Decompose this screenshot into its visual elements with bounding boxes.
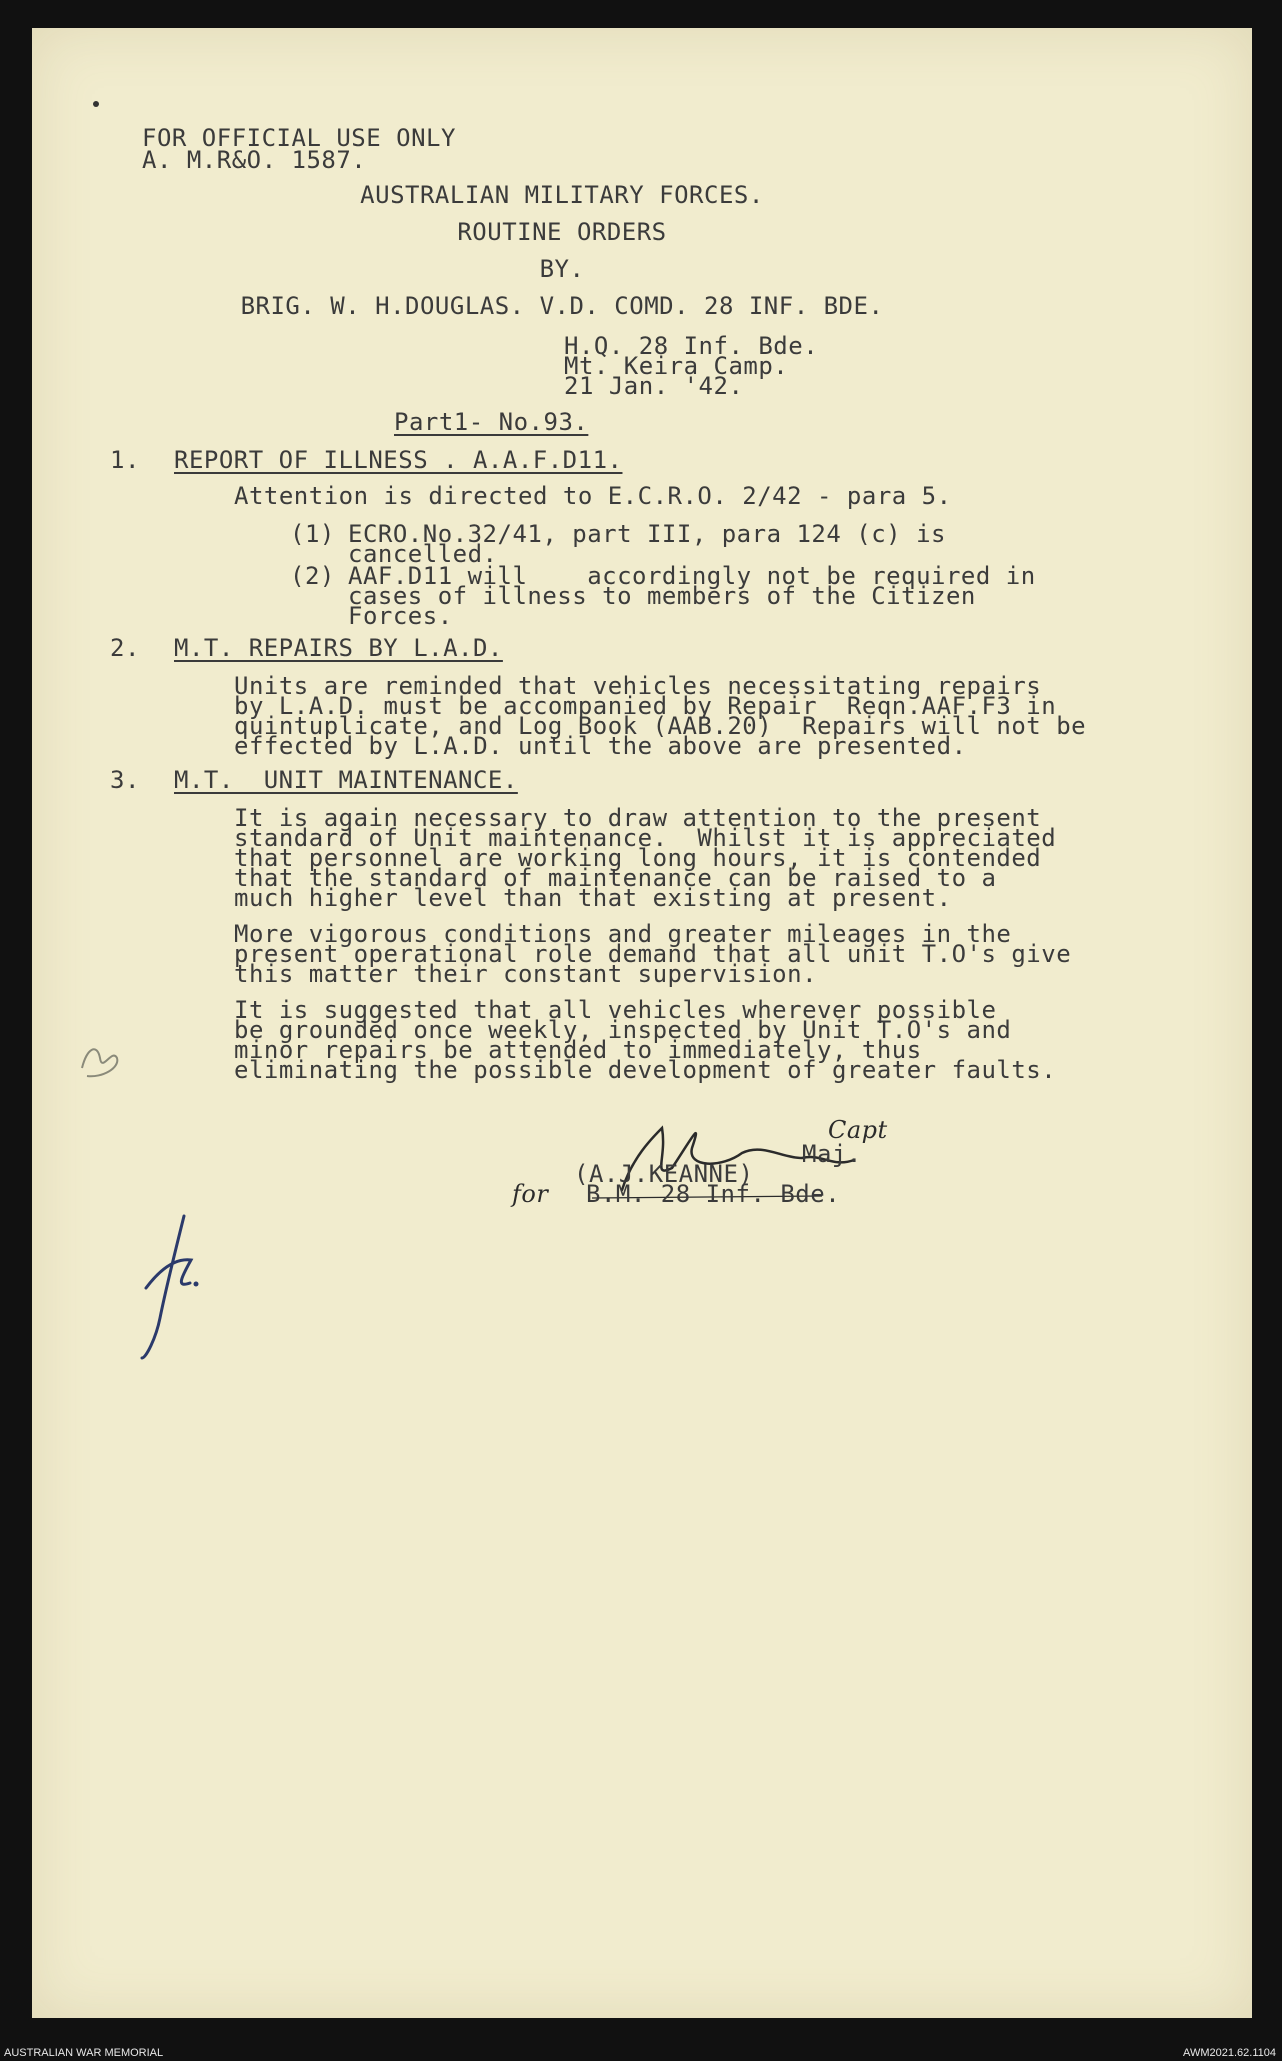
security-marking: FOR OFFICIAL USE ONLY: [142, 124, 456, 152]
paragraph-line: be grounded once weekly, inspected by Unit T.O's and: [234, 1016, 1012, 1044]
handwritten-for: for: [512, 1180, 549, 1208]
archive-footer: [0, 2046, 1282, 2061]
section-heading: M.T. UNIT MAINTENANCE.: [174, 766, 518, 794]
section-intro: Attention is directed to E.C.R.O. 2/42 - para 5.: [234, 482, 952, 510]
paragraph-line: that the standard of maintenance can be raised to a: [234, 864, 997, 892]
signatory-appointment: B.M. 28 Inf. Bde.: [586, 1180, 841, 1208]
item-line: ECRO.No.32/41, part III, para 124 (c) is: [348, 520, 946, 548]
item-line: cases of illness to members of the Citizen: [348, 582, 976, 610]
document-page: [32, 28, 1252, 2018]
paragraph-line: standard of Unit maintenance. Whilst it is appreciated: [234, 824, 1057, 852]
paragraph-line: effected by L.A.D. until the above are presented.: [234, 732, 967, 760]
section-number: 2.: [110, 634, 140, 662]
item-number: (2): [290, 562, 335, 590]
signatory-name: (A.J.KEANNE): [574, 1160, 754, 1188]
title-commander: BRIG. W. H.DOUGLAS. V.D. COMD. 28 INF. BDE.: [240, 292, 884, 320]
paragraph-line: much higher level than that existing at present.: [234, 884, 952, 912]
item-line: AAF.D11 will accordingly not be required in: [348, 562, 1036, 590]
handwritten-rank: Capt: [828, 1116, 888, 1144]
paragraph-line: It is suggested that all vehicles wherever possible: [234, 996, 997, 1024]
paragraph-line: Units are reminded that vehicles necessitating repairs: [234, 672, 1042, 700]
address-date: 21 Jan. '42.: [564, 372, 744, 400]
paragraph-line: More vigorous conditions and greater mileages in the: [234, 920, 1012, 948]
item-line: cancelled.: [348, 540, 498, 568]
address-line-1: H.Q. 28 Inf. Bde.: [564, 332, 819, 360]
document-reference: A. M.R&O. 1587.: [142, 146, 367, 174]
signatory-rank: Maj.: [802, 1140, 862, 1168]
paragraph-line: quintuplicate, and Log Book (AAB.20) Repairs will not be: [234, 712, 1087, 740]
archive-name: AUSTRALIAN WAR MEMORIAL: [4, 2047, 164, 2059]
title-organisation: AUSTRALIAN MILITARY FORCES.: [360, 181, 764, 209]
section-heading: REPORT OF ILLNESS . A.A.F.D11.: [174, 446, 623, 474]
pen-initials-mark: [136, 1208, 216, 1368]
archive-item-id: AWM2021.62.1104: [1183, 2047, 1276, 2059]
item-number: (1): [290, 520, 335, 548]
paragraph-line: minor repairs be attended to immediately, thus: [234, 1036, 922, 1064]
paragraph-line: present operational role demand that all unit T.O's give: [234, 940, 1072, 968]
punch-mark: [90, 98, 102, 110]
paragraph-line: by L.A.D. must be accompanied by Repair Reqn.AAF.F3 in: [234, 692, 1057, 720]
paragraph-line: that personnel are working long hours, it is contended: [234, 844, 1042, 872]
pencil-margin-mark: [72, 1028, 132, 1088]
paragraph-line: this matter their constant supervision.: [234, 960, 818, 988]
title-document-type: ROUTINE ORDERS: [457, 218, 667, 246]
title-by: BY.: [539, 255, 585, 283]
section-heading: M.T. REPAIRS BY L.A.D.: [174, 634, 503, 662]
item-line: Forces.: [348, 602, 453, 630]
paragraph-line: It is again necessary to draw attention to the present: [234, 804, 1042, 832]
part-number: Part1- No.93.: [394, 408, 589, 436]
address-line-2: Mt. Keira Camp.: [564, 352, 789, 380]
section-number: 1.: [110, 446, 140, 474]
paragraph-line: eliminating the possible development of greater faults.: [234, 1056, 1057, 1084]
section-number: 3.: [110, 766, 140, 794]
